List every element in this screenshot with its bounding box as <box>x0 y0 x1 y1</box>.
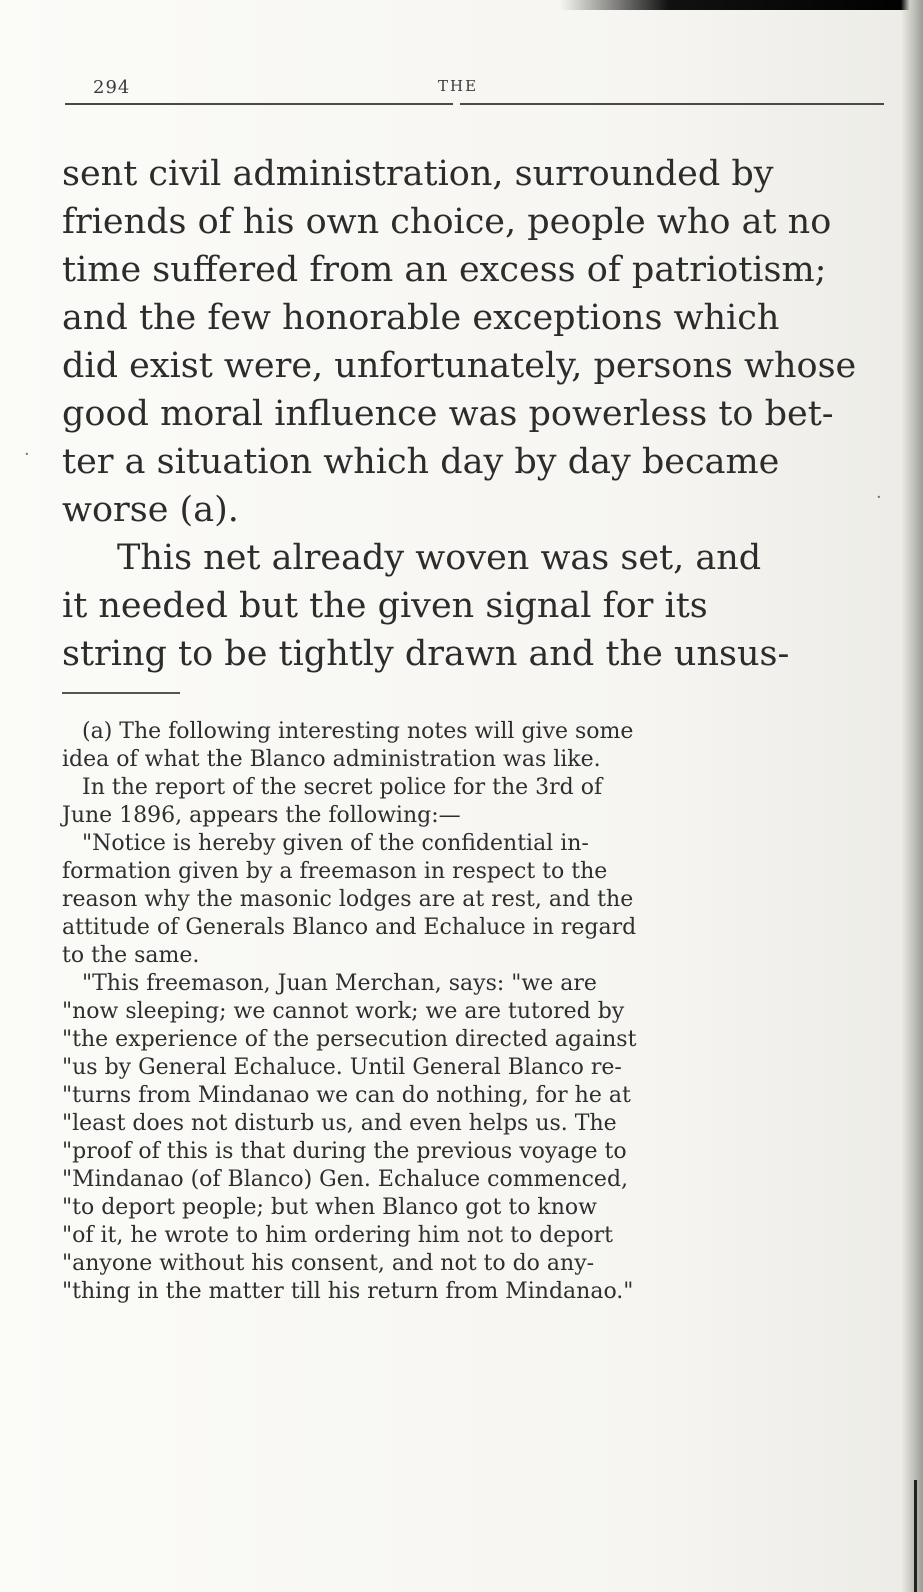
scan-spine-edge <box>914 1480 917 1592</box>
running-title: THE <box>438 77 479 95</box>
main-line: This net already woven was set, and <box>117 538 762 578</box>
scan-right-gutter <box>901 0 923 1592</box>
main-text <box>62 150 876 678</box>
main-line: friends of his own choice, people who at no <box>62 202 832 242</box>
footnote-line: "Mindanao (of Blanco) Gen. Echaluce commenced, <box>62 1167 629 1192</box>
main-line: string to be tightly drawn and the unsus- <box>62 634 790 674</box>
main-line: did exist were, unfortunately, persons whose <box>62 346 857 386</box>
main-line: ter a situation which day by day became <box>62 442 780 482</box>
footnote-line: "This freemason, Juan Merchan, says: "we are <box>82 971 597 996</box>
footnote-line: attitude of Generals Blanco and Echaluce in regard <box>62 915 637 940</box>
footnote <box>62 718 872 1306</box>
scan-speck: · <box>24 444 30 465</box>
main-line: it needed but the given signal for its <box>62 586 708 626</box>
main-line: and the few honorable exceptions which <box>62 298 780 338</box>
footnote-line: (a) The following interesting notes will give some <box>82 719 634 744</box>
footnote-line: "the experience of the persecution directed against <box>62 1027 637 1052</box>
footnote-line: June 1896, appears the following:— <box>62 803 461 828</box>
main-line: good moral influence was powerless to bet- <box>62 394 834 434</box>
footnote-line: In the report of the secret police for the 3rd of <box>82 775 603 800</box>
main-line: time suffered from an excess of patriotism; <box>62 250 827 290</box>
footnote-line: "now sleeping; we cannot work; we are tutored by <box>62 999 625 1024</box>
page-header <box>93 72 883 112</box>
header-rule-right <box>460 103 884 105</box>
page-number: 294 <box>93 77 131 98</box>
footnote-line: "turns from Mindanao we can do nothing, for he at <box>62 1083 631 1108</box>
footnote-line: formation given by a freemason in respect to the <box>62 859 608 884</box>
footnote-rule <box>62 692 180 694</box>
footnote-line: "of it, he wrote to him ordering him not to deport <box>62 1223 613 1248</box>
footnote-line: "us by General Echaluce. Until General Blanco re- <box>62 1055 622 1080</box>
main-line: worse (a). <box>62 490 239 530</box>
footnote-line: "anyone without his consent, and not to do any- <box>62 1251 595 1276</box>
footnote-line: "Notice is hereby given of the confidential in- <box>82 831 589 856</box>
footnote-line: to the same. <box>62 943 200 968</box>
footnote-line: "thing in the matter till his return from Mindanao." <box>62 1279 634 1304</box>
scan-speck: · <box>876 487 882 508</box>
scan-top-shadow <box>560 0 923 10</box>
footnote-line: "to deport people; but when Blanco got to know <box>62 1195 598 1220</box>
footnote-line: "least does not disturb us, and even helps us. The <box>62 1111 617 1136</box>
header-rule-left <box>65 103 453 105</box>
footnote-line: reason why the masonic lodges are at rest, and the <box>62 887 634 912</box>
main-line: sent civil administration, surrounded by <box>62 154 774 194</box>
footnote-line: idea of what the Blanco administration was like. <box>62 747 601 772</box>
footnote-line: "proof of this is that during the previous voyage to <box>62 1139 627 1164</box>
